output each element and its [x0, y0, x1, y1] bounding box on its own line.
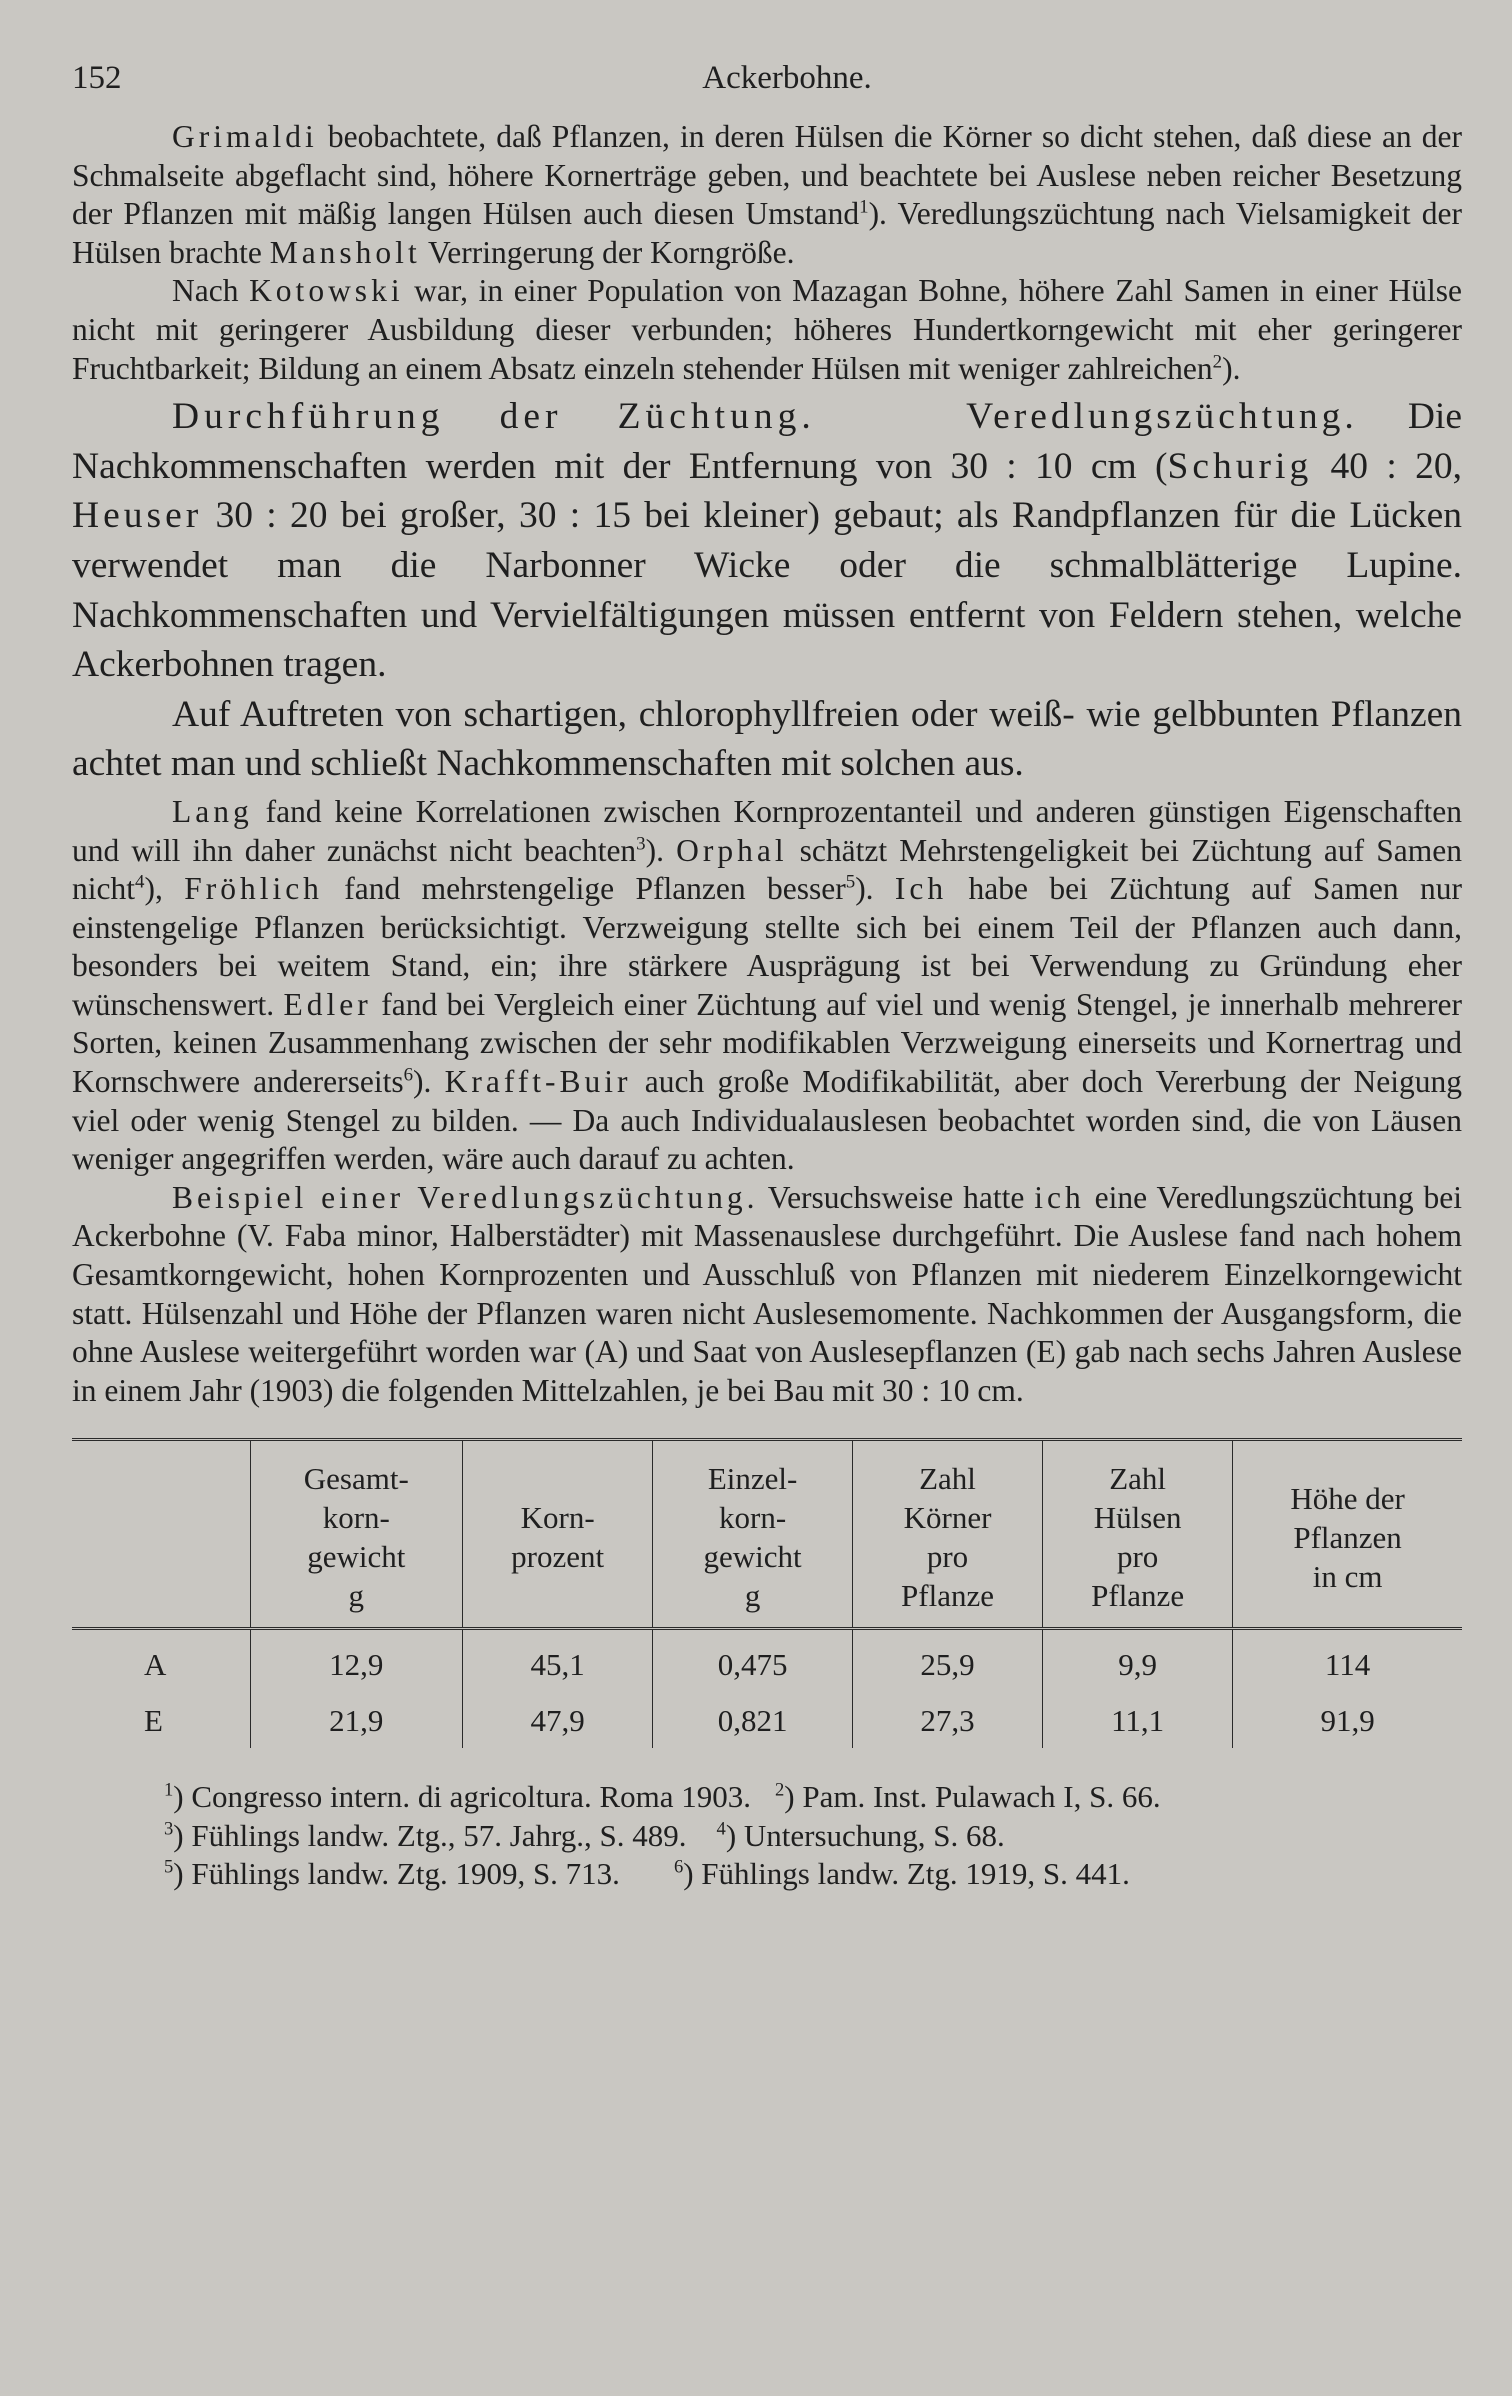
author-name: Ich — [894, 871, 948, 907]
table-cell: 0,821 — [653, 1692, 853, 1748]
paragraph-auftreten: Auf Auftreten von schartigen, chlorophyllfreien oder weiß- wie gelbbunten Pflanzen achtet man und schließt Nachkommenschaften mit solchen aus. — [72, 693, 1462, 785]
table-cell: 27,3 — [852, 1692, 1042, 1748]
author-name: Lang — [172, 793, 253, 829]
footnote-line-2 — [72, 1817, 1462, 1856]
footnote-ref: 2 — [1212, 351, 1223, 373]
table-cell: 11,1 — [1043, 1692, 1233, 1748]
author-name: Kotowski — [249, 273, 404, 309]
table-header-cell — [72, 1440, 250, 1629]
subsection-heading: Beispiel einer Veredlungszüchtung. — [172, 1179, 759, 1215]
footnotes — [72, 1778, 1462, 1894]
paragraph-kotowski: Nach Kotowski war, in einer Population von Mazagan Bohne, höhere Zahl Samen in einer Hülse nicht mit geringerer Ausbildung dieser verbunden; höheres Hundertkorngewicht mit eher geringerer Fruchtbarkeit; Bildung an einem Absatz einzeln stehender Hülsen mit weniger zahlreichen$^2$). — [72, 273, 1462, 386]
results-table-wrap — [72, 1438, 1462, 1748]
footnote-2: $^2$) Pam. Inst. Pulawach I, S. 66. — [775, 1779, 1161, 1815]
author-name: Schurig — [1167, 445, 1313, 487]
table-row — [72, 1692, 1462, 1748]
page-header — [72, 52, 1462, 108]
table-header-cell: Einzel- korn- gewicht g — [653, 1440, 853, 1629]
author-name: Edler — [283, 986, 372, 1022]
author-name: Heuser — [72, 495, 203, 537]
author-name: Mansholt — [269, 234, 421, 270]
table-cell: 45,1 — [463, 1629, 653, 1693]
running-title: Ackerbohne. — [702, 60, 872, 96]
author-name: Krafft-Buir — [444, 1064, 632, 1100]
table-row-label: E — [144, 1703, 163, 1739]
paragraph-durchfuehrung: Durchführung der Züchtung. Veredlungszüchtung. Die Nachkommenschaften werden mit der Entfernung von 30 : 10 cm (Schurig 40 : 20, Heuser 30 : 20 bei großer, 30 : 15 bei kleiner) gebaut; als Randpflanzen für die Lücken verwendet man die Narbonner Wicke oder die schmalblätterige Lupine. Nachkommenschaften und Vervielfältigungen müssen entfernt von Feldern stehen, welche Ackerbohnen tragen. — [72, 396, 1462, 686]
table-row — [72, 1629, 1462, 1693]
table-cell: 91,9 — [1233, 1692, 1462, 1748]
footnote-1: $^1$) Congresso intern. di agricoltura. Roma 1903. — [164, 1779, 751, 1815]
footnote-5: $^5$) Fühlings landw. Ztg. 1909, S. 713. — [164, 1856, 620, 1892]
footnote-line-1 — [72, 1778, 1462, 1817]
table-row-label: A — [144, 1647, 167, 1683]
section-subheading: Veredlungszüchtung. — [966, 396, 1358, 438]
footnote-6: $^6$) Fühlings landw. Ztg. 1919, S. 441. — [673, 1856, 1130, 1892]
footnote-ref: 6 — [403, 1064, 414, 1086]
table-header-row — [72, 1440, 1462, 1629]
table-header-cell: Zahl Hülsen pro Pflanze — [1043, 1440, 1233, 1629]
footnote-4: $^4$) Untersuchung, S. 68. — [716, 1817, 1005, 1853]
table-header-cell: Korn- prozent — [463, 1440, 653, 1629]
footnote-ref: 4 — [135, 871, 145, 893]
author-name: Grimaldi — [172, 119, 318, 154]
table-cell: 25,9 — [852, 1629, 1042, 1693]
footnote-3: $^3$) Fühlings landw. Ztg., 57. Jahrg., S. 489. — [164, 1817, 687, 1853]
table-cell: 12,9 — [250, 1629, 463, 1693]
table-header-cell: Höhe der Pflanzen in cm — [1233, 1440, 1462, 1629]
footnote-ref: 5 — [845, 871, 856, 893]
author-name: Fröhlich — [184, 871, 323, 907]
table-cell: 9,9 — [1043, 1629, 1233, 1693]
table-cell: 47,9 — [463, 1692, 653, 1748]
table-header-cell: Zahl Körner pro Pflanze — [852, 1440, 1042, 1629]
author-name: Orphal — [676, 832, 788, 868]
table-body — [72, 1629, 1462, 1749]
footnote-ref: 1 — [859, 196, 869, 218]
paragraph-lang: Lang fand keine Korrelationen zwischen Kornprozentanteil und anderen günstigen Eigenschaften und will ihn daher zunächst nicht beachten$^3$). Orphal schätzt Mehrstengeligkeit bei Züchtung auf Samen nicht$^4$), Fröhlich fand mehrstengelige Pflanzen besser$^5$). Ich habe bei Züchtung auf Samen nur einstengelige Pflanzen berücksichtigt. Verzweigung stellte sich bei einem Teil der Pflanzen auch dann, besonders bei weitem Stand, ein; ihre stärkere Ausprägung ist bei Verwendung zu Gründung eher wünschenswert. Edler fand bei Vergleich einer Züchtung auf viel und wenig Stengel, je innerhalb mehrerer Sorten, keinen Zusammenhang zwischen der sehr modifikablen Verzweigung einerseits und Kornertrag und Kornschwere andererseits$^6$). Krafft-Buir auch große Modifikabilität, aber doch Vererbung der Neigung viel oder wenig Stengel zu bilden. — Da auch Individualauslesen beobachtet worden sind, die von Läusen weniger angegriffen werden, wäre auch darauf zu achten. — [72, 793, 1462, 1177]
table-cell: 0,475 — [653, 1629, 853, 1693]
table-cell: 114 — [1233, 1629, 1462, 1693]
paragraph-grimaldi: Grimaldi beobachtete, daß Pflanzen, in deren Hülsen die Körner so dicht stehen, daß diese an der Schmalseite abgeflacht sind, höhere Kornerträge geben, und beachtete bei Auslese neben reicher Besetzung der Pflanzen mit mäßig langen Hülsen auch diesen Umstand$^1$). Veredlungszüchtung nach Vielsamigkeit der Hülsen brachte Mansholt Verringerung der Korngröße. — [72, 119, 1463, 270]
results-table — [72, 1438, 1462, 1748]
section-heading: Durchführung der Züchtung. — [172, 396, 816, 438]
author-name: ich — [1034, 1179, 1085, 1215]
page-number: 152 — [72, 60, 122, 96]
paragraph-beispiel: Beispiel einer Veredlungszüchtung. Versuchsweise hatte ich eine Veredlungszüchtung bei Ackerbohne (V. Faba minor, Halberstädter) mit Massenauslese durchgeführt. Die Auslese fand nach hohem Gesamtkorngewicht, hohen Kornprozenten und Ausschluß von Pflanzen mit niederem Einzelkorngewicht statt. Hülsenzahl und Höhe der Pflanzen waren nicht Auslesemomente. Nachkommen der Ausgangsform, die ohne Auslese weitergeführt worden war (A) und Saat von Auslesepflanzen (E) gab nach sechs Jahren Auslese in einem Jahr (1903) die folgenden Mittelzahlen, je bei Bau mit 30 : 10 cm. — [72, 1179, 1463, 1408]
footnote-line-3 — [72, 1855, 1462, 1894]
table-cell: 21,9 — [250, 1692, 463, 1748]
table-header-cell: Gesamt- korn- gewicht g — [250, 1440, 463, 1629]
footnote-ref: 3 — [636, 833, 646, 854]
